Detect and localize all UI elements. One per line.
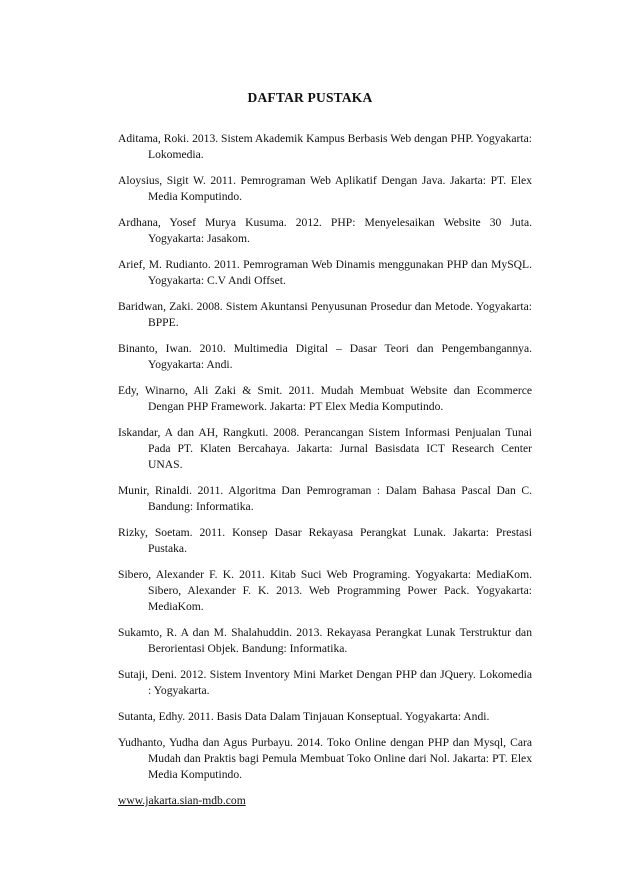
reference-entry: Sutaji, Deni. 2012. Sistem Inventory Mini Market Dengan PHP dan JQuery. Lokomedia : Yogyakarta. bbox=[118, 668, 532, 697]
reference-entry: Iskandar, A dan AH, Rangkuti. 2008. Perancangan Sistem Informasi Penjualan Tunai Pada PT. Klaten Bercahaya. Jakarta: Jurnal Basisdata ICT Research Center UNAS. bbox=[118, 426, 532, 471]
reference-entry: Binanto, Iwan. 2010. Multimedia Digital – Dasar Teori dan Pengembangannya. Yogyakarta: Andi. bbox=[118, 342, 532, 371]
reference-entry: Baridwan, Zaki. 2008. Sistem Akuntansi Penyusunan Prosedur dan Metode. Yogyakarta: BPPE. bbox=[118, 300, 532, 329]
reference-entry: Munir, Rinaldi. 2011. Algoritma Dan Pemrograman : Dalam Bahasa Pascal Dan C. Bandung: Informatika. bbox=[118, 484, 532, 513]
reference-entry: Arief, M. Rudianto. 2011. Pemrograman Web Dinamis menggunakan PHP dan MySQL. Yogyakarta: C.V Andi Offset. bbox=[118, 258, 532, 287]
reference-entry: Edy, Winarno, Ali Zaki & Smit. 2011. Mudah Membuat Website dan Ecommerce Dengan PHP Framework. Jakarta: PT Elex Media Komputindo. bbox=[118, 384, 532, 413]
reference-entry: Aloysius, Sigit W. 2011. Pemrograman Web Aplikatif Dengan Java. Jakarta: PT. Elex Media Komputindo. bbox=[118, 174, 532, 203]
reference-entry: Sibero, Alexander F. K. 2011. Kitab Suci Web Programing. Yogyakarta: MediaKom. Sibero, Alexander F. K. 2013. Web Programming Power Pack. Yogyakarta: MediaKom. bbox=[118, 568, 532, 613]
reference-list bbox=[118, 131, 532, 809]
page-title: DAFTAR PUSTAKA bbox=[247, 90, 373, 105]
reference-entry: Rizky, Soetam. 2011. Konsep Dasar Rekayasa Perangkat Lunak. Jakarta: Prestasi Pustaka. bbox=[118, 526, 532, 555]
reference-entry: Aditama, Roki. 2013. Sistem Akademik Kampus Berbasis Web dengan PHP. Yogyakarta: Lokomedia. bbox=[118, 132, 532, 161]
website-link[interactable]: www.jakarta.sian-mdb.com bbox=[118, 794, 246, 807]
reference-entry: Sukamto, R. A dan M. Shalahuddin. 2013. Rekayasa Perangkat Lunak Terstruktur dan Berorientasi Objek. Bandung: Informatika. bbox=[118, 626, 532, 655]
reference-entry: Ardhana, Yosef Murya Kusuma. 2012. PHP: Menyelesaikan Website 30 Juta. Yogyakarta: Jasakom. bbox=[118, 216, 532, 245]
reference-entry: Yudhanto, Yudha dan Agus Purbayu. 2014. Toko Online dengan PHP dan Mysql, Cara Mudah dan Praktis bagi Pemula Membuat Toko Online dari Nol. Jakarta: PT. Elex Media Komputindo. bbox=[118, 736, 532, 781]
reference-entry: Sutanta, Edhy. 2011. Basis Data Dalam Tinjauan Konseptual. Yogyakarta: Andi. bbox=[118, 710, 490, 723]
